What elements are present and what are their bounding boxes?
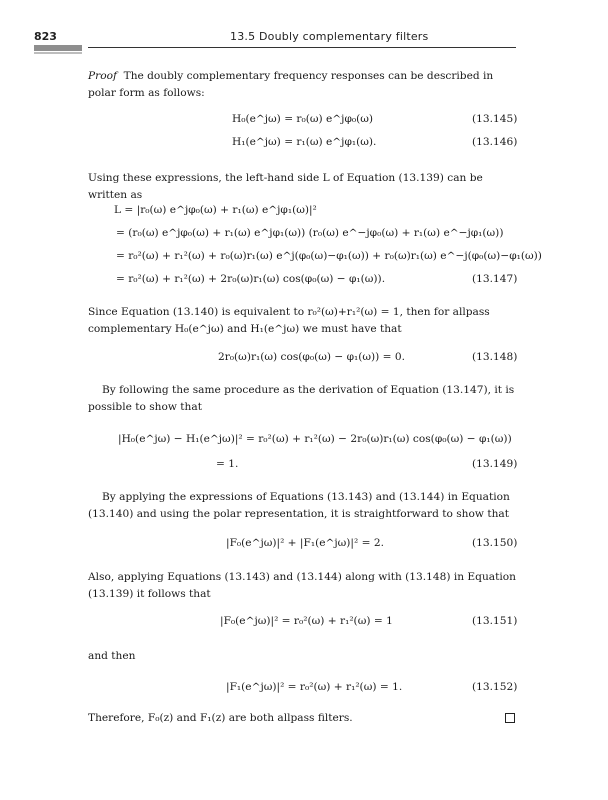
equation-13-147-line-4: = r₀²(ω) + r₁²(ω) + 2r₀(ω)r₁(ω) cos(φ₀(ω) − φ₁(ω)). [116,273,386,285]
running-head [34,30,516,48]
proof-label: Proof [88,70,117,82]
equation-13-145: H₀(e^jω) = r₀(ω) e^jφ₀(ω) [232,113,374,125]
equation-number-13-148: (13.148) [472,351,518,363]
paragraph-polar-representation: By applying the expressions of Equations (13.143) and (13.144) in Equation (13.140) and using the polar representation, it is straightforward to show that [88,491,510,520]
paragraph-allpass-condition: Since Equation (13.140) is equivalent to r₀²(ω)+r₁²(ω) = 1, then for allpass complementary H₀(e^jω) and H₁(e^jω) we must have that [88,306,490,335]
paragraph-same-procedure: By following the same procedure as the derivation of Equation (13.147), it is possible to show that [88,384,515,413]
header-rule [88,47,516,48]
equation-number-13-145: (13.145) [472,113,518,125]
equation-13-151: |F₀(e^jω)|² = r₀²(ω) + r₁²(ω) = 1 [220,615,393,627]
equation-13-149-line-1: |H₀(e^jω) − H₁(e^jω)|² = r₀²(ω) + r₁²(ω) − 2r₀(ω)r₁(ω) cos(φ₀(ω) − φ₁(ω)) [118,433,512,445]
equation-number-13-146: (13.146) [472,136,518,148]
equation-number-13-152: (13.152) [472,681,518,693]
equation-13-147-line-2: = (r₀(ω) e^jφ₀(ω) + r₁(ω) e^jφ₁(ω)) (r₀(ω) e^−jφ₀(ω) + r₁(ω) e^−jφ₁(ω)) [116,227,504,239]
paragraph-and-then: and then [88,650,136,662]
qed-box-icon [505,713,515,723]
equation-number-13-150: (13.150) [472,537,518,549]
equation-13-147-line-3: = r₀²(ω) + r₁²(ω) + r₀(ω)r₁(ω) e^j(φ₀(ω)−φ₁(ω)) + r₀(ω)r₁(ω) e^−j(φ₀(ω)−φ₁(ω)) [116,250,542,262]
header-decoration-underline [34,52,82,54]
equation-13-146: H₁(e^jω) = r₁(ω) e^jφ₁(ω). [232,136,377,148]
page-number: 823 [34,30,57,43]
equation-13-147-line-1: L = |r₀(ω) e^jφ₀(ω) + r₁(ω) e^jφ₁(ω)|² [114,204,317,216]
equation-number-13-151: (13.151) [472,615,518,627]
equation-number-13-149: (13.149) [472,458,518,470]
equation-13-149-line-2: = 1. [216,458,239,470]
paragraph-conclusion: Therefore, F₀(z) and F₁(z) are both allpass filters. [88,712,353,724]
paragraph-also-applying: Also, applying Equations (13.143) and (13.144) along with (13.148) in Equation (13.139) it follows that [88,571,516,600]
section-title: 13.5 Doubly complementary filters [230,30,429,43]
header-decoration-bar [34,45,82,51]
equation-number-13-147: (13.147) [472,273,518,285]
proof-paragraph [88,68,516,102]
equation-13-148: 2r₀(ω)r₁(ω) cos(φ₀(ω) − φ₁(ω)) = 0. [218,351,406,363]
proof-intro-text: The doubly complementary frequency responses can be described in polar form as follows: [88,70,494,99]
paragraph-lhs-expansion: Using these expressions, the left-hand side L of Equation (13.139) can be written as [88,172,483,201]
equation-13-152: |F₁(e^jω)|² = r₀²(ω) + r₁²(ω) = 1. [226,681,403,693]
equation-13-150: |F₀(e^jω)|² + |F₁(e^jω)|² = 2. [226,537,384,549]
